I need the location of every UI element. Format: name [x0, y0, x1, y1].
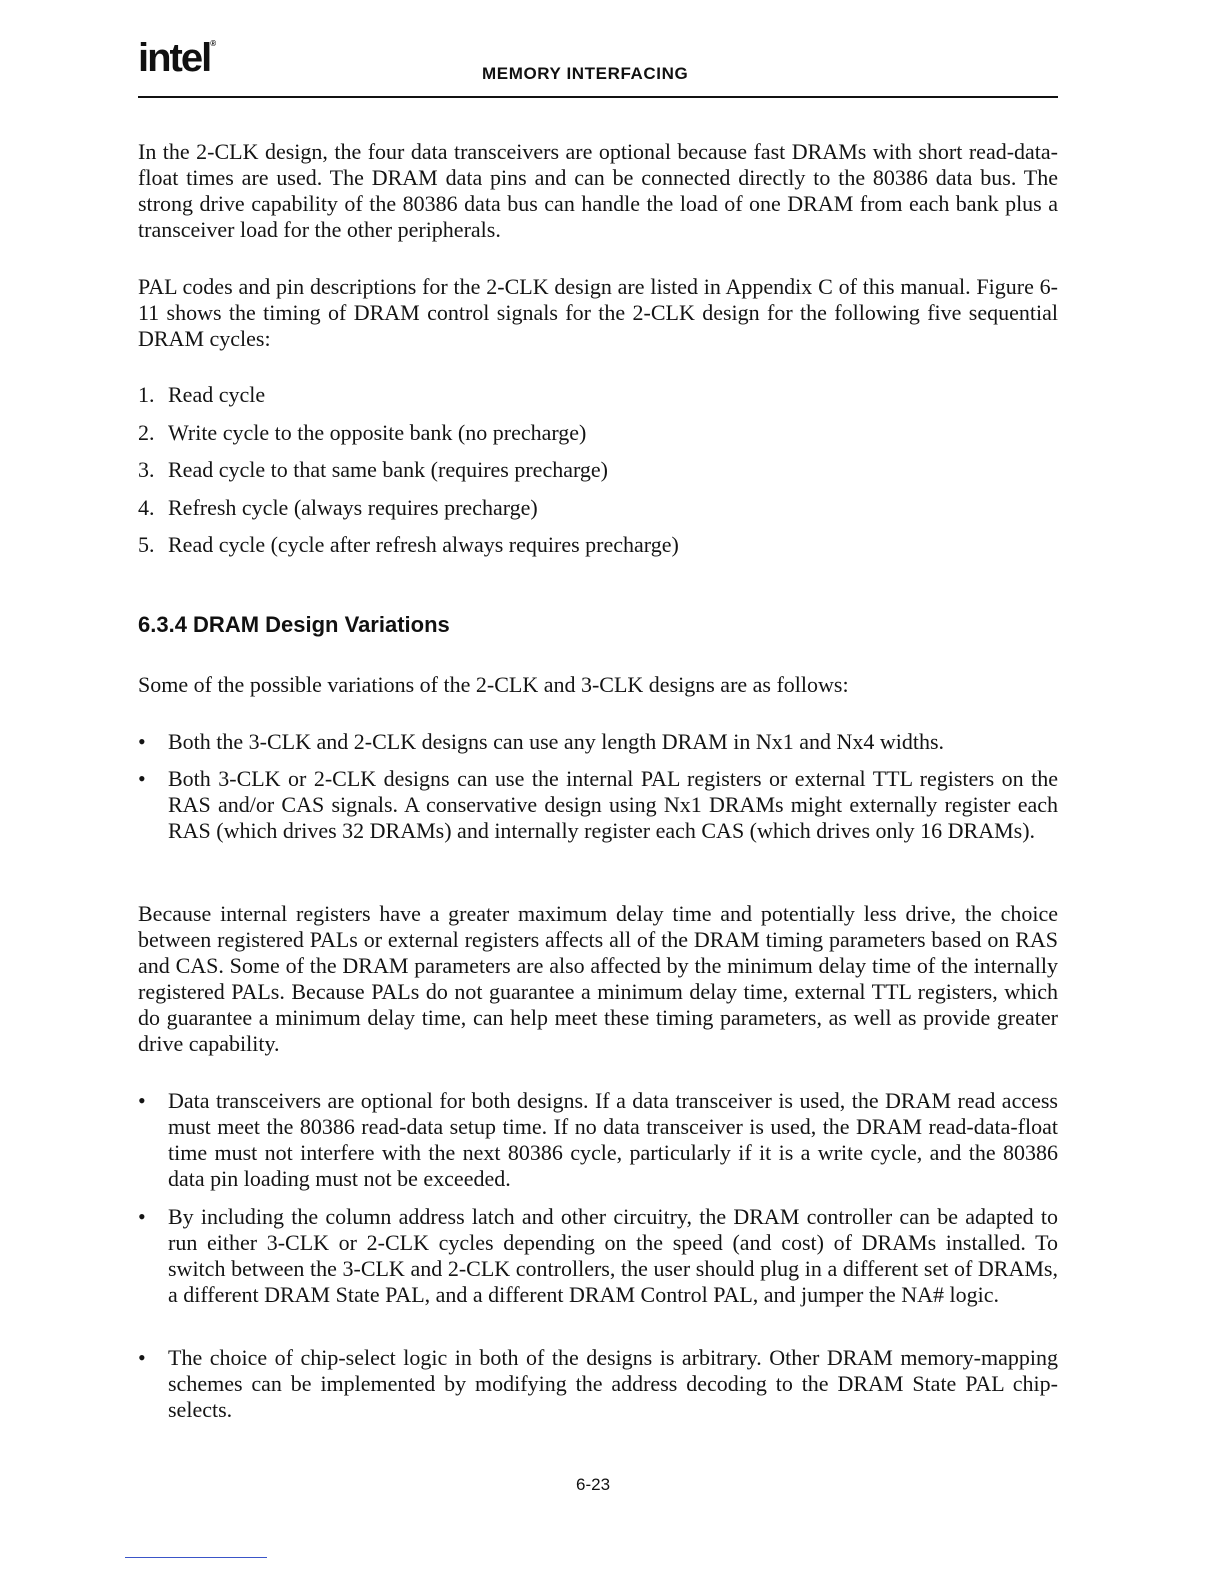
- bullet-icon: •: [138, 766, 146, 791]
- list-text: Refresh cycle (always requires precharge): [168, 494, 538, 520]
- list-text: Read cycle to that same bank (requires precharge): [168, 457, 608, 482]
- list-number: 3.: [138, 457, 155, 482]
- paragraph-transceivers: In the 2-CLK design, the four data transceivers are optional because fast DRAMs with short read-data-float times are used. The DRAM data pins and can be connected directly to the 80386 data bus. The strong drive capability of the 80386 data bus can handle the load of one DRAM from each bank plus a transceiver load for the other peripherals.: [138, 139, 1058, 242]
- page-number: 6-23: [576, 1475, 611, 1494]
- bullet-text: Data transceivers are optional for both designs. If a data transceiver is used, the DRAM read access must meet the 80386 read-data setup time. If no data transceiver is used, the DRAM read-data-float time must not interfere with the next 80386 cycle, particularly if it is a write cycle, and the 80386 data pin loading must not be exceeded.: [168, 1088, 1058, 1191]
- bullet-icon: •: [138, 729, 146, 754]
- paragraph-registers: Because internal registers have a greater maximum delay time and potentially less drive, the choice between registered PALs or external registers affects all of the DRAM timing parameters based on RAS and CAS. Some of the DRAM parameters are also affected by the minimum delay time of the internally registered PALs. Because PALs do not guarantee a minimum delay time, external TTL registers, which do guarantee a minimum delay time, can help meet these timing parameters, as well as provide greater drive capability.: [138, 901, 1058, 1056]
- header-rule: [138, 96, 1058, 98]
- list-item: [138, 495, 1058, 533]
- list-number: 4.: [138, 494, 155, 520]
- bullet-text: Both the 3-CLK and 2-CLK designs can use any length DRAM in Nx1 and Nx4 widths.: [168, 729, 945, 754]
- paragraph-variations-intro: Some of the possible variations of the 2-CLK and 3-CLK designs are as follows:: [138, 672, 849, 697]
- bullet-icon: •: [138, 1204, 146, 1229]
- list-number: 5.: [138, 532, 155, 557]
- bullet-text: The choice of chip-select logic in both of the designs is arbitrary. Other DRAM memory-mapping schemes can be implemented by modifying the address decoding to the DRAM State PAL chip-selects.: [168, 1345, 1058, 1422]
- section-heading: 6.3.4 DRAM Design Variations: [138, 612, 450, 637]
- list-item: [138, 532, 1058, 570]
- list-number: 2.: [138, 419, 155, 445]
- cycle-list: [138, 382, 1058, 570]
- list-text: Read cycle (cycle after refresh always requires precharge): [168, 532, 679, 557]
- bullet-text: Both 3-CLK or 2-CLK designs can use the internal PAL registers or external TTL registers on the RAS and/or CAS signals. A conservative design using Nx1 DRAMs might externally register each RAS (which drives 32 DRAMs) and internally register each CAS (which drives only 16 DRAMs).: [168, 766, 1058, 843]
- bullet-icon: •: [138, 1345, 146, 1370]
- running-head: MEMORY INTERFACING: [482, 64, 689, 83]
- bullet-text: By including the column address latch and other circuitry, the DRAM controller can be adapted to run either 3-CLK or 2-CLK cycles depending on the speed (and cost) of DRAMs installed. To switch between the 3-CLK and 2-CLK controllers, the user should plug in a different set of DRAMs, a different DRAM State PAL, and a different DRAM Control PAL, and jumper the NA# logic.: [168, 1204, 1058, 1307]
- logo-text: intel: [138, 36, 211, 80]
- list-item: [138, 382, 1058, 420]
- list-item: [138, 420, 1058, 458]
- list-item: [138, 457, 1058, 495]
- list-text: Read cycle: [168, 382, 266, 407]
- list-text: Write cycle to the opposite bank (no precharge): [168, 419, 587, 445]
- list-number: 1.: [138, 382, 155, 407]
- registered-mark: ®: [210, 39, 217, 48]
- paragraph-pal-codes: PAL codes and pin descriptions for the 2-CLK design are listed in Appendix C of this manual. Figure 6-11 shows the timing of DRAM control signals for the 2-CLK design for the following five sequential DRAM cycles:: [138, 274, 1058, 351]
- bullet-icon: •: [138, 1088, 146, 1113]
- scan-edge-line: [125, 1557, 267, 1558]
- intel-logo: [138, 38, 216, 78]
